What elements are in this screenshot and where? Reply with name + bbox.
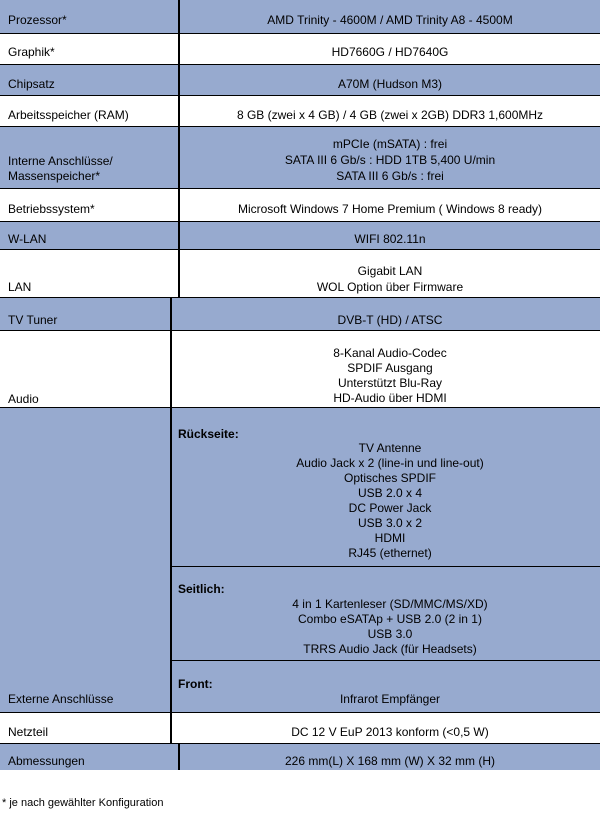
label-graphik: Graphik* (8, 45, 55, 59)
row-ram (0, 96, 600, 127)
row-lan (0, 250, 600, 298)
label-tvtuner: TV Tuner (8, 313, 58, 327)
column-divider-upper (178, 0, 180, 298)
row-graphik (0, 34, 600, 65)
value-audio-2: SPDIF Ausgang (347, 361, 433, 375)
row-audio (0, 331, 600, 408)
value-prozessor: AMD Trinity - 4600M / AMD Trinity A8 - 4500M (267, 13, 513, 27)
label-wlan: W-LAN (8, 232, 47, 246)
value-tvtuner: DVB-T (HD) / ATSC (337, 313, 443, 327)
row-tvtuner (0, 298, 600, 331)
value-interne-3: SATA III 6 Gb/s : frei (336, 169, 444, 183)
divider-seitlich (172, 566, 600, 567)
value-interne-2: SATA III 6 Gb/s : HDD 1TB 5,400 U/min (284, 153, 496, 167)
value-netzteil: DC 12 V EuP 2013 konform (<0,5 W) (291, 725, 489, 739)
divider-front (172, 660, 600, 661)
row-externe-anschluesse (0, 408, 600, 713)
row-chipsatz (0, 65, 600, 96)
label-netzteil: Netzteil (8, 725, 49, 739)
value-ram: 8 GB (zwei x 4 GB) / 4 GB (zwei x 2GB) DDR3 1,600MHz (236, 108, 544, 122)
row-wlan (0, 222, 600, 250)
row-prozessor (0, 0, 600, 34)
footnote: * je nach gewählter Konfiguration (2, 797, 164, 809)
value-wlan: WIFI 802.11n (354, 232, 426, 246)
row-abmessungen (0, 744, 600, 770)
value-rueckseite-8: RJ45 (ethernet) (348, 546, 432, 560)
label-interne-2: Massenspeicher* (8, 169, 101, 183)
label-externe: Externe Anschlüsse (8, 692, 114, 706)
label-ram: Arbeitsspeicher (RAM) (8, 108, 129, 122)
heading-seitlich: Seitlich: (178, 582, 225, 596)
value-audio-3: Unterstützt Blu-Ray (337, 376, 443, 390)
value-seitlich-1: 4 in 1 Kartenleser (SD/MMC/MS/XD) (292, 597, 488, 611)
value-seitlich-2: Combo eSATAp + USB 2.0 (2 in 1) (298, 612, 482, 626)
value-chipsatz: A70M (Hudson M3) (337, 77, 443, 91)
value-interne-1: mPCIe (mSATA) : frei (332, 137, 448, 151)
value-audio-4: HD-Audio über HDMI (333, 391, 447, 405)
value-abmessungen: 226 mm(L) X 168 mm (W) X 32 mm (H) (284, 754, 496, 768)
value-graphik: HD7660G / HD7640G (331, 45, 449, 59)
row-interne-anschluesse (0, 127, 600, 189)
label-betriebssystem: Betriebssystem* (8, 202, 95, 216)
value-seitlich-4: TRRS Audio Jack (für Headsets) (303, 642, 477, 656)
value-audio-1: 8-Kanal Audio-Codec (333, 346, 447, 360)
row-netzteil (0, 713, 600, 744)
label-interne-1: Interne Anschlüsse/ (8, 154, 113, 168)
label-prozessor: Prozessor* (8, 13, 67, 27)
value-front-1: Infrarot Empfänger (339, 692, 441, 706)
column-divider-lower (178, 744, 180, 770)
value-rueckseite-2: Audio Jack x 2 (line-in und line-out) (296, 456, 484, 470)
row-betriebssystem (0, 189, 600, 222)
label-abmessungen: Abmessungen (8, 754, 85, 768)
heading-front: Front: (178, 677, 213, 691)
value-seitlich-3: USB 3.0 (367, 627, 413, 641)
value-rueckseite-3: Optisches SPDIF (343, 471, 437, 485)
value-rueckseite-1: TV Antenne (358, 441, 422, 455)
value-rueckseite-5: DC Power Jack (348, 501, 432, 515)
label-audio: Audio (8, 392, 39, 406)
value-rueckseite-4: USB 2.0 x 4 (357, 486, 423, 500)
value-rueckseite-7: HDMI (374, 531, 406, 545)
value-rueckseite-6: USB 3.0 x 2 (357, 516, 423, 530)
heading-rueckseite: Rückseite: (178, 427, 239, 441)
value-lan-2: WOL Option über Firmware (316, 280, 464, 294)
label-chipsatz: Chipsatz (8, 77, 55, 91)
value-betriebssystem: Microsoft Windows 7 Home Premium ( Windows 8 ready) (237, 202, 543, 216)
label-lan: LAN (8, 280, 32, 294)
value-lan-1: Gigabit LAN (357, 264, 423, 278)
column-divider-middle (170, 298, 172, 744)
